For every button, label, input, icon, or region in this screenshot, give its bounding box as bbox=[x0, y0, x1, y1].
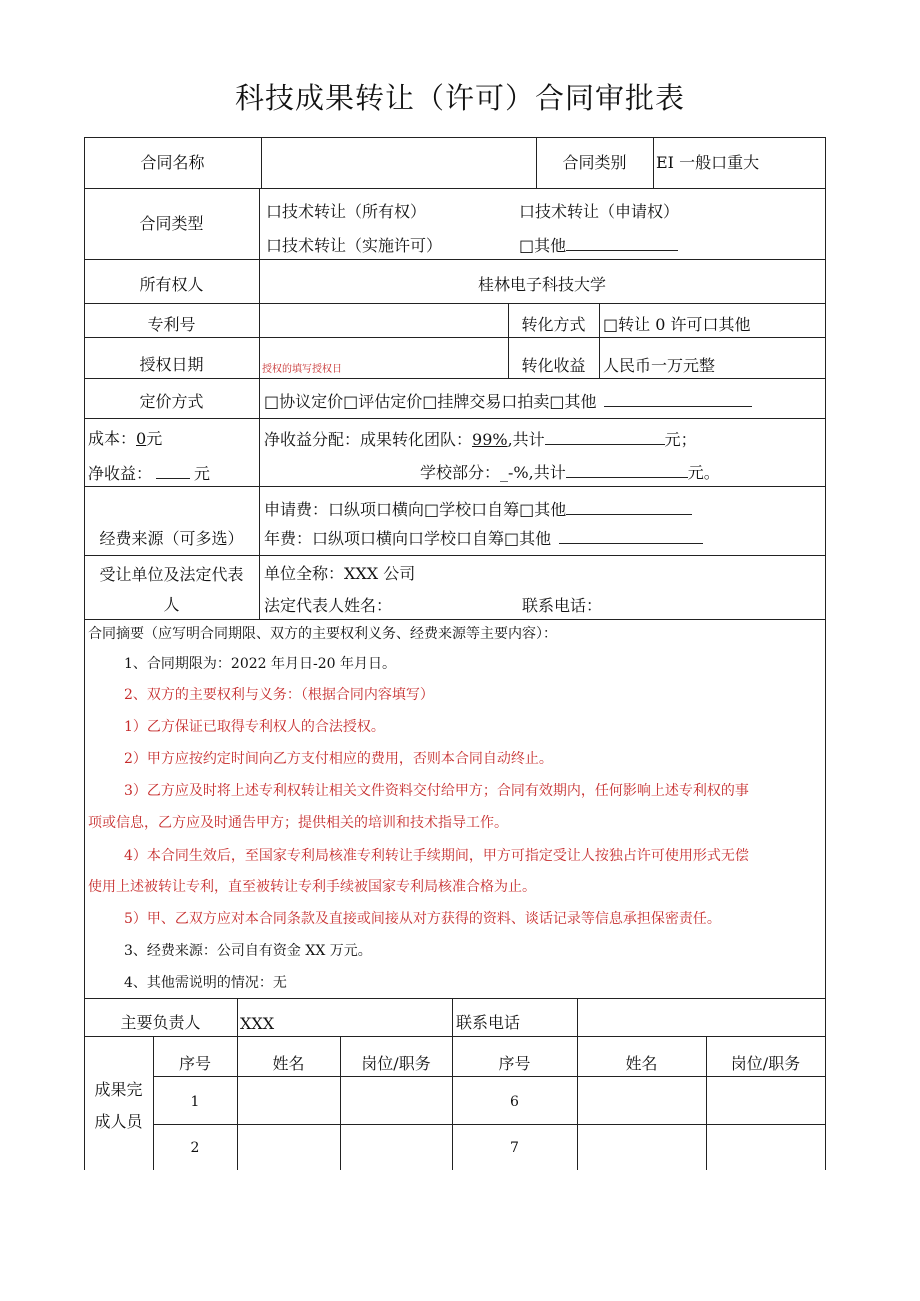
application-fee-text: 申请费：口纵项口横向□学校口自筹□其他 bbox=[264, 500, 567, 519]
header-seq-1: 序号 bbox=[178, 1054, 211, 1073]
type-option-other-label: □其他 bbox=[519, 236, 567, 255]
cost-value: 0 bbox=[136, 429, 147, 448]
distribution-label: 净收益分配：成果转化团队： bbox=[264, 430, 473, 449]
type-option-other[interactable] bbox=[519, 236, 678, 256]
school-percent: _-% bbox=[500, 463, 529, 482]
grant-date-label: 授权日期 bbox=[139, 355, 204, 374]
leader-phone-label: 联系电话 bbox=[456, 1013, 521, 1032]
contract-category-options[interactable]: EI 一般口重大 bbox=[656, 153, 760, 172]
funding-source-label: 经费来源（可多选） bbox=[99, 529, 244, 548]
pricing-label: 定价方式 bbox=[139, 392, 204, 411]
leader-label: 主要负责人 bbox=[120, 1013, 201, 1032]
summary-rights-heading: 2、双方的主要权利与义务：（根据合同内容填写） bbox=[124, 687, 434, 703]
contract-type-label: 合同类型 bbox=[139, 214, 204, 233]
summary-rights-2: 2）甲方应按约定时间向乙方支付相应的费用，否则本合同自动终止。 bbox=[124, 751, 553, 767]
members-label-line1: 成果完 bbox=[94, 1080, 143, 1099]
table-row-2-seq-left: 2 bbox=[190, 1140, 200, 1156]
school-distribution[interactable] bbox=[420, 463, 720, 483]
summary-funding: 3、经费来源：公司自有资金 XX 万元。 bbox=[124, 943, 372, 959]
net-income-unit: 元 bbox=[194, 464, 211, 483]
team-distribution[interactable] bbox=[264, 430, 697, 450]
school-total-label: ,共计 bbox=[528, 463, 566, 482]
grant-date-hint[interactable]: 授权的填写授权日 bbox=[262, 364, 342, 375]
type-option-ownership[interactable]: 口技术转让（所有权） bbox=[266, 202, 427, 221]
summary-rights-5: 5）甲、乙双方应对本合同条款及直接或间接从对方获得的资料、谈话记录等信息承担保密责任。 bbox=[124, 911, 721, 927]
table-row-1-seq-left: 1 bbox=[190, 1094, 200, 1110]
summary-heading: 合同摘要（应写明合同期限、双方的主要权利义务、经费来源等主要内容）： bbox=[88, 626, 557, 642]
contract-name-label: 合同名称 bbox=[140, 153, 205, 172]
team-total-unit: 元； bbox=[664, 430, 697, 449]
members-label-line2: 成人员 bbox=[94, 1112, 143, 1131]
application-fee-options[interactable] bbox=[264, 500, 692, 520]
leader-name[interactable]: XXX bbox=[240, 1014, 275, 1033]
pricing-options-text: □协议定价□评估定价□挂牌交易口拍卖□其他 bbox=[264, 392, 597, 411]
page-title: 科技成果转让（许可）合同审批表 bbox=[234, 81, 685, 115]
net-income-field[interactable] bbox=[88, 464, 210, 484]
summary-rights-3a: 3）乙方应及时将上述专利权转让相关文件资料交付给甲方；合同有效期内，任何影响上述专利权的事 bbox=[124, 783, 749, 799]
school-total-unit: 元。 bbox=[687, 463, 720, 482]
conversion-method-label: 转化方式 bbox=[521, 315, 586, 334]
owner-value: 桂林电子科技大学 bbox=[477, 275, 606, 294]
team-total-label: ,共计 bbox=[507, 430, 545, 449]
assignee-label-line2: 人 bbox=[163, 595, 180, 614]
cost-unit: 元 bbox=[146, 429, 163, 448]
conversion-method-options[interactable]: □转让 0 许可口其他 bbox=[603, 315, 751, 334]
header-name-2: 姓名 bbox=[625, 1054, 658, 1073]
assignee-unit-name[interactable]: 单位全称：XXX 公司 bbox=[264, 564, 416, 583]
type-option-application[interactable]: 口技术转让（申请权） bbox=[519, 202, 680, 221]
patent-number-label: 专利号 bbox=[147, 315, 196, 334]
header-seq-2: 序号 bbox=[498, 1054, 531, 1073]
cost-field[interactable] bbox=[88, 429, 162, 449]
summary-term: 1、合同期限为：2022 年月日-20 年月日。 bbox=[124, 656, 396, 672]
conversion-income-value: 人民币一万元整 bbox=[603, 356, 716, 375]
school-label: 学校部分： bbox=[420, 463, 501, 482]
summary-other: 4、其他需说明的情况：无 bbox=[124, 975, 287, 991]
assignee-phone[interactable]: 联系电话： bbox=[522, 596, 603, 615]
type-option-license[interactable]: 口技术转让（实施许可） bbox=[266, 236, 443, 255]
annual-fee-text: 年费：口纵项口横向口学校口自筹□其他 bbox=[264, 529, 552, 548]
cost-label: 成本： bbox=[88, 429, 137, 448]
legal-rep-name[interactable]: 法定代表人姓名： bbox=[264, 596, 393, 615]
assignee-label-line1: 受让单位及法定代表 bbox=[99, 565, 244, 584]
conversion-income-label: 转化收益 bbox=[521, 356, 586, 375]
summary-rights-4b: 使用上述被转让专利，直至被转让专利手续被国家专利局核准合格为止。 bbox=[88, 879, 536, 895]
net-income-label: 净收益： bbox=[88, 464, 153, 483]
summary-rights-1: 1）乙方保证已取得专利权人的合法授权。 bbox=[124, 719, 385, 735]
team-percent: 99% bbox=[472, 430, 508, 449]
contract-category-label: 合同类别 bbox=[562, 153, 627, 172]
annual-fee-options[interactable] bbox=[264, 529, 703, 549]
pricing-options[interactable] bbox=[264, 392, 752, 412]
table-row-1-seq-right: 6 bbox=[510, 1094, 519, 1110]
owner-label: 所有权人 bbox=[139, 275, 204, 294]
table-row-2-seq-right: 7 bbox=[510, 1140, 519, 1156]
header-position-2: 岗位/职务 bbox=[730, 1054, 801, 1073]
summary-rights-3b: 项或信息，乙方应及时通告甲方；提供相关的培训和技术指导工作。 bbox=[88, 815, 508, 831]
header-position-1: 岗位/职务 bbox=[361, 1054, 431, 1073]
summary-rights-4a: 4）本合同生效后，至国家专利局核准专利转让手续期间，甲方可指定受让人按独占许可使用形式无偿 bbox=[124, 848, 749, 864]
header-name-1: 姓名 bbox=[272, 1054, 305, 1073]
